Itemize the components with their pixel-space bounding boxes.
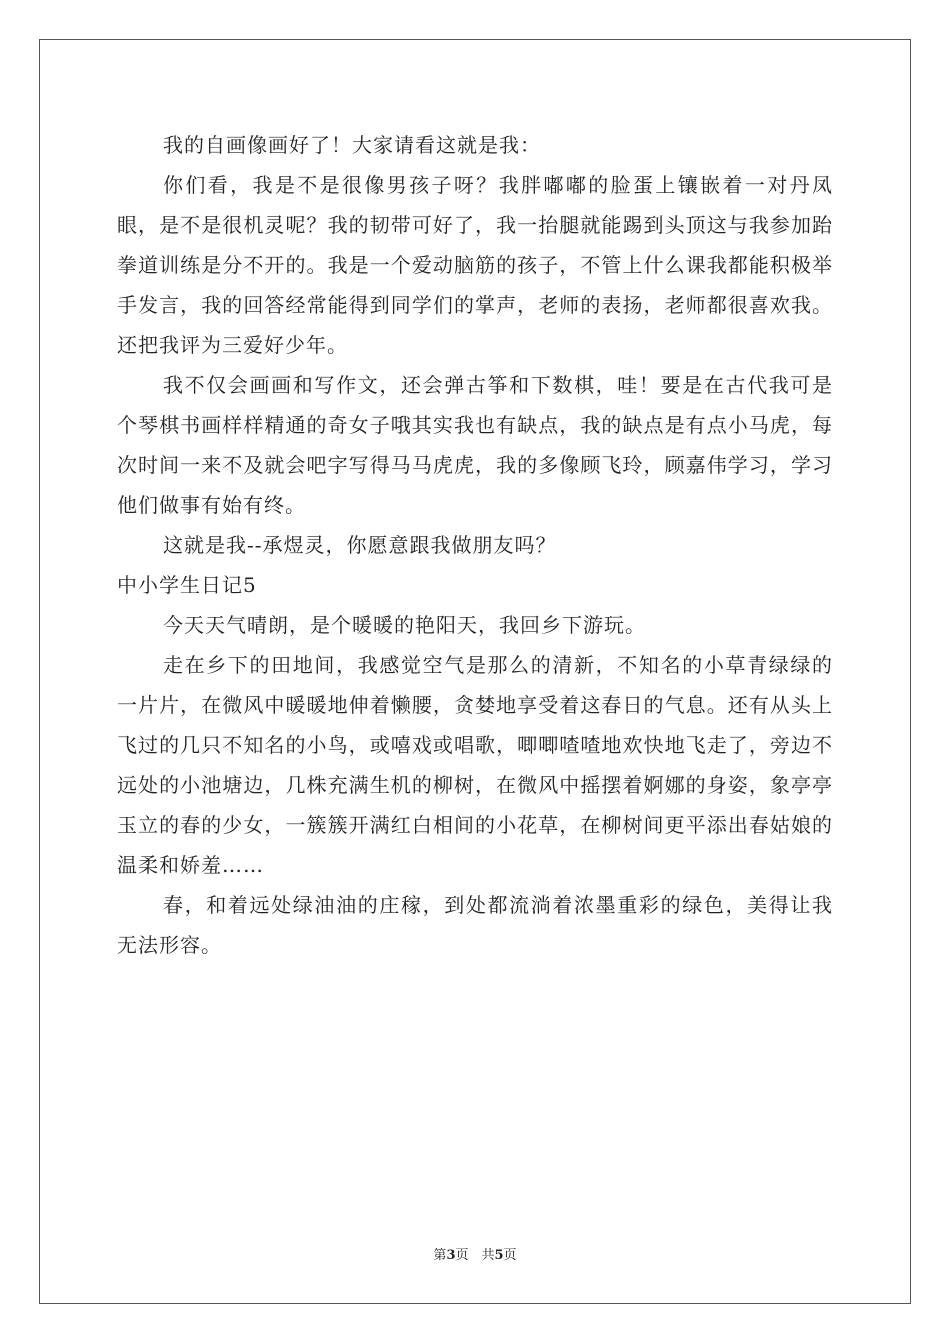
paragraph: 我不仅会画画和写作文，还会弹古筝和下数棋，哇！要是在古代我可是个琴棋书画样样精通的奇女子哦其实我也有缺点，我的缺点是有点小马虎，每次时间一来不及就会吧字写得马马虎虎，我的多像顾飞玲，顾嘉伟学习，学习他们做事有始有终。 xyxy=(117,373,833,517)
paragraph: 走在乡下的田地间，我感觉空气是那么的清新，不知名的小草青绿绿的一片片，在微风中暖暖地伸着懒腰，贪婪地享受着这春日的气息。还有从头上飞过的几只不知名的小鸟，或嘻戏或唱歌，唧唧喳喳地欢快地飞走了，旁边不远处的小池塘边，几株充满生机的柳树，在微风中摇摆着婀娜的身姿，象亭亭玉立的春的少女，一簇簇开满红白相间的小花草，在柳树间更平添出春姑娘的温柔和娇羞…… xyxy=(117,653,833,877)
page-current: 3 xyxy=(446,1248,456,1263)
paragraph: 这就是我--承煜灵，你愿意跟我做朋友吗？ xyxy=(163,533,557,557)
page-suffix: 页 xyxy=(503,1248,517,1263)
paragraph: 春，和着远处绿油油的庄稼，到处都流淌着浓墨重彩的绿色，美得让我无法形容。 xyxy=(117,893,833,957)
page-total: 5 xyxy=(494,1248,504,1263)
document-body xyxy=(117,125,833,965)
section-title: 中小学生日记5 xyxy=(117,573,257,597)
paragraph: 你们看，我是不是很像男孩子呀？我胖嘟嘟的脸蛋上镶嵌着一对丹凤眼，是不是很机灵呢？我的韧带可好了，我一抬腿就能踢到头顶这与我参加跆拳道训练是分不开的。我是一个爱动脑筋的孩子，不管上什么课我都能积极举手发言，我的回答经常能得到同学们的掌声，老师的表扬，老师都很喜欢我。还把我评为三爱好少年。 xyxy=(117,173,833,357)
page-footer xyxy=(0,1244,950,1263)
page-mid: 页 共 xyxy=(455,1248,495,1263)
paragraph: 我的自画像画好了！大家请看这就是我： xyxy=(163,133,541,157)
paragraph: 今天天气晴朗，是个暖暖的艳阳天，我回乡下游玩。 xyxy=(163,613,646,637)
page-prefix: 第 xyxy=(433,1248,447,1263)
